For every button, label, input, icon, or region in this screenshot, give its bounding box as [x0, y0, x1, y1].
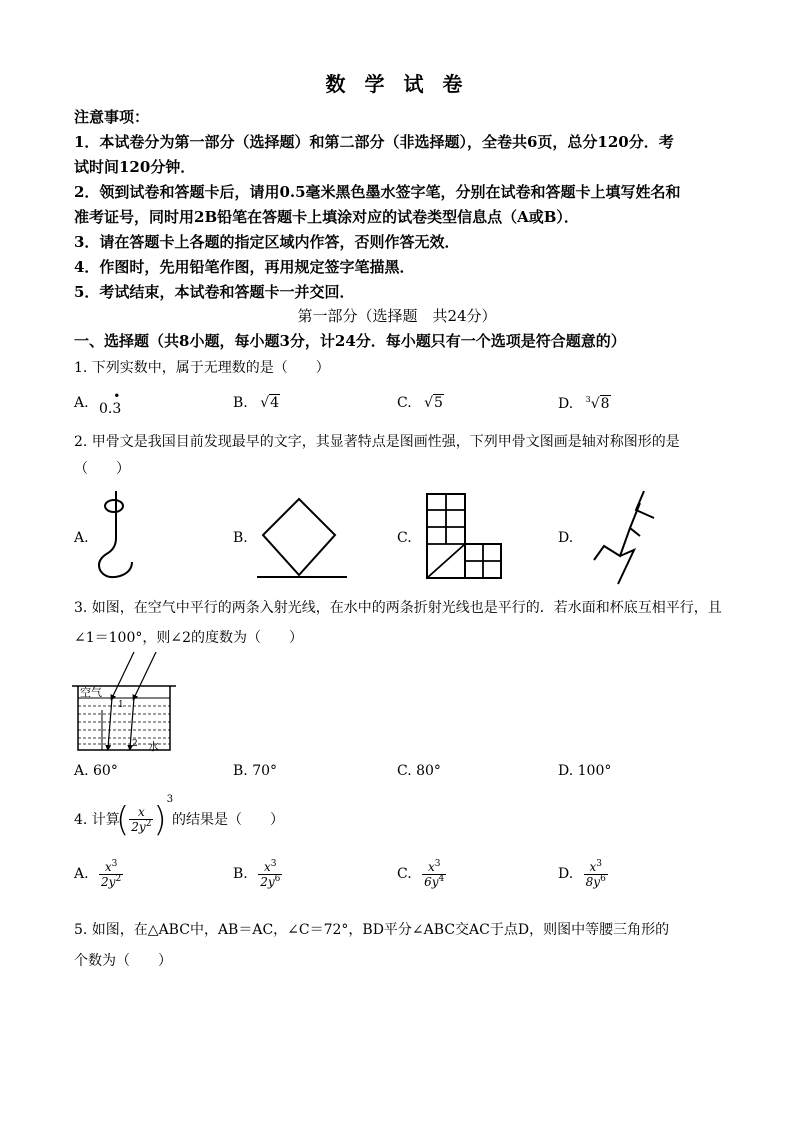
- q5-stem: 个数为（ ）: [74, 953, 172, 969]
- q2-option-c[interactable]: C.: [397, 530, 412, 546]
- q2-option-a[interactable]: A.: [74, 530, 89, 546]
- fig-air-label: 空气: [80, 686, 102, 699]
- fig-angle-2-label: 2: [132, 739, 138, 749]
- q4-a-fraction: $\frac{x^3}{2y^2}$: [101, 859, 122, 889]
- q4-stem-post: 的结果是（ ）: [172, 812, 284, 828]
- q4-stem-pre: 4. 计算: [74, 812, 120, 828]
- q1-c-radicand: 5: [434, 395, 443, 411]
- option-label: D.: [558, 396, 574, 412]
- q1-d-index: 3: [585, 395, 591, 404]
- q4-option-b[interactable]: [233, 860, 282, 888]
- q2-option-b[interactable]: B.: [233, 530, 248, 546]
- q2-figure-d: [592, 488, 667, 588]
- q3-stem: 3. 如图，在空气中平行的两条入射光线，在水中的两条折射光线也是平行的．若水面和杯底互相平行，且: [74, 600, 722, 616]
- note-line: 4．作图时，先用铅笔作图，再用规定签字笔描黑．: [74, 258, 415, 276]
- option-label: B.: [233, 395, 248, 411]
- q3-option-c[interactable]: C. 80°: [397, 763, 441, 779]
- note-line: 3．请在答题卡上各题的指定区域内作答，否则作答无效．: [74, 233, 460, 251]
- q3-option-d[interactable]: D. 100°: [558, 763, 612, 779]
- option-label: A.: [74, 866, 89, 883]
- q1-option-c[interactable]: [397, 395, 444, 411]
- q3-option-b[interactable]: B. 70°: [233, 763, 278, 779]
- q4-option-d[interactable]: [558, 860, 608, 888]
- q1-d-radicand: 8: [600, 396, 610, 412]
- q1-stem: 1. 下列实数中，属于无理数的是（ ）: [74, 360, 330, 376]
- note-line: 1．本试卷分为第一部分（选择题）和第二部分（非选择题），全卷共6页，总分120分．考: [74, 133, 674, 151]
- option-label: B.: [233, 866, 248, 883]
- q3-option-a[interactable]: A. 60°: [74, 763, 118, 779]
- fig-angle-1-label: 1: [118, 700, 124, 710]
- q4-option-a[interactable]: [74, 860, 123, 888]
- option-label: A.: [74, 395, 89, 411]
- page-title: 数 学 试 卷: [325, 72, 469, 96]
- q2-stem: （ ）: [74, 461, 130, 477]
- note-line: 2．领到试卷和答题卡后，请用0.5毫米黑色墨水签字笔，分别在试卷和答题卡上填写姓名和: [74, 183, 681, 201]
- part1-heading: 第一部分（选择题 共24分）: [297, 307, 497, 325]
- q4-option-c[interactable]: [397, 860, 446, 888]
- q2-stem: 2. 甲骨文是我国目前发现最早的文字，其显著特点是图画性强，下列甲骨文图画是轴对称图形的是: [74, 434, 680, 450]
- fig-water-label: 水: [148, 740, 159, 753]
- note-line: 5．考试结束，本试卷和答题卡一并交回．: [74, 283, 355, 301]
- q3-stem: ∠1＝100°，则∠2的度数为（ ）: [74, 630, 303, 646]
- q1-a-value: 0.3 •: [99, 389, 122, 417]
- note-line: 准考证号，同时用2B铅笔在答题卡上填涂对应的试卷类型信息点（A或B）．: [74, 208, 579, 226]
- q2-option-d[interactable]: D.: [558, 530, 574, 546]
- option-label: C.: [397, 395, 412, 411]
- q4-outer-exponent: 3: [166, 794, 174, 805]
- section-heading: 一、选择题（共8小题，每小题3分，计24分．每小题只有一个选项是符合题意的）: [74, 332, 626, 350]
- q2-figure-c: [425, 492, 505, 582]
- q5-stem: 5. 如图，在△ABC中，AB＝AC，∠C＝72°，BD平分∠ABC交AC于点D，则图中等腰三角形的: [74, 922, 670, 938]
- notes-heading: 注意事项：: [74, 108, 150, 126]
- note-line: 试时间120分钟．: [74, 158, 196, 176]
- option-label: C.: [397, 866, 412, 883]
- q1-b-radicand: 4: [270, 395, 280, 411]
- repeating-dot: •: [113, 389, 121, 403]
- q1-option-a[interactable]: [74, 389, 122, 417]
- q1-option-d[interactable]: [558, 395, 611, 412]
- q2-figure-b: [255, 495, 350, 585]
- sqrt-symbol: √: [424, 395, 434, 411]
- q4-c-fraction: $\frac{x^3}{6y^4}$: [424, 859, 445, 889]
- sqrt-symbol: √: [590, 396, 600, 412]
- q4-expression: ( $\frac{x}{2y^2}$ )$^3$: [116, 794, 174, 840]
- q3-figure-beaker: [68, 650, 183, 760]
- sqrt-symbol: √: [260, 395, 270, 411]
- option-label: D.: [558, 866, 574, 883]
- q2-figure-a: [92, 488, 142, 583]
- q4-b-fraction: $\frac{x^3}{2y^6}$: [260, 859, 281, 889]
- q4-d-fraction: $\frac{x^3}{8y^6}$: [585, 859, 606, 889]
- q1-option-b[interactable]: [233, 395, 280, 411]
